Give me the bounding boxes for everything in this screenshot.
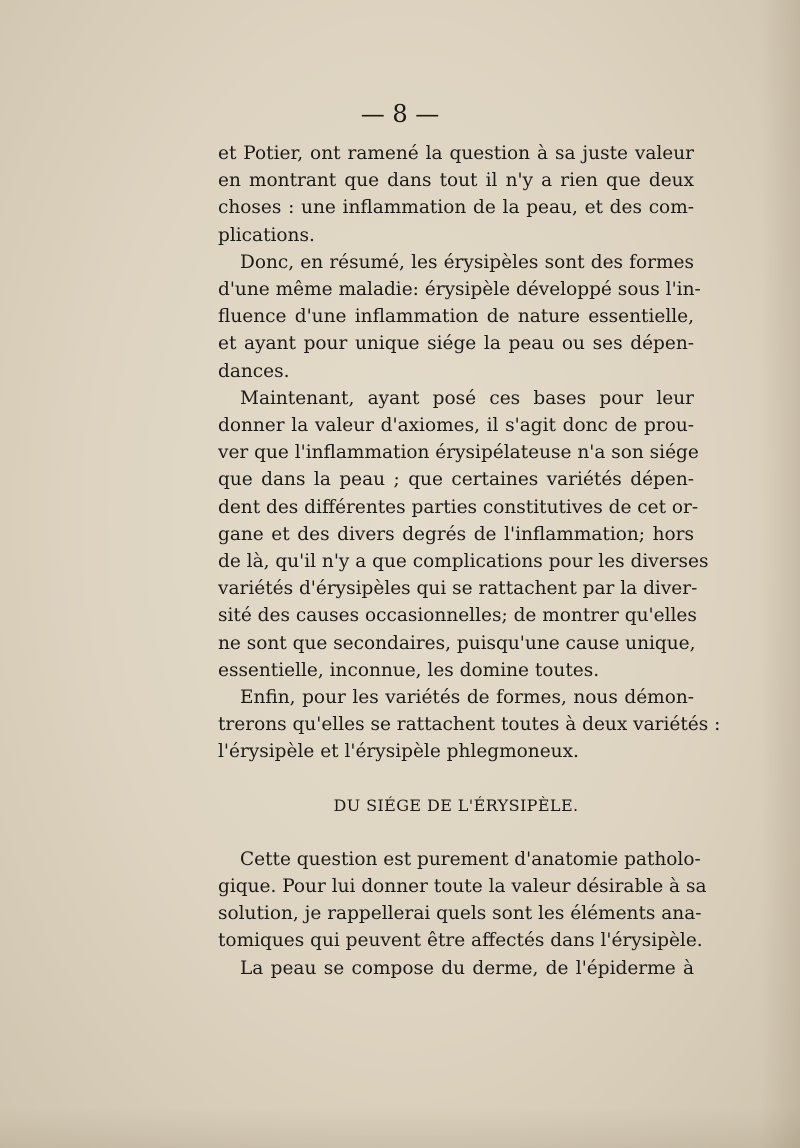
text-line: plications. bbox=[218, 224, 315, 246]
text-line: donner la valeur d'axiomes, il s'agit donc de prou- bbox=[218, 415, 694, 437]
paragraph-2 bbox=[218, 249, 701, 385]
text-line: dances. bbox=[218, 360, 290, 382]
text-line: Enfin, pour les variétés de formes, nous démon- bbox=[240, 687, 694, 709]
text-line: tomiques qui peuvent être affectés dans l'érysipèle. bbox=[218, 930, 703, 952]
text-line: variétés d'érysipèles qui se rattachent par la diver- bbox=[218, 578, 698, 600]
section-heading: DU SIÉGE DE L'ÉRYSIPÈLE. bbox=[333, 795, 579, 815]
page-number: — 8 — bbox=[360, 100, 440, 128]
body-text bbox=[218, 140, 721, 982]
text-line: trerons qu'elles se rattachent toutes à deux variétés : bbox=[218, 714, 721, 736]
text-line: l'érysipèle et l'érysipèle phlegmoneux. bbox=[218, 741, 579, 763]
paragraph-4 bbox=[218, 684, 721, 766]
text-line: d'une même maladie: érysipèle développé sous l'in- bbox=[218, 279, 701, 301]
text-line: que dans la peau ; que certaines variétés dépen- bbox=[218, 469, 694, 491]
paragraph-6 bbox=[218, 955, 694, 982]
text-line: gique. Pour lui donner toute la valeur désirable à sa bbox=[218, 876, 707, 898]
text-line: dent des différentes parties constitutives de cet or- bbox=[218, 496, 699, 518]
text-line: Donc, en résumé, les érysipèles sont des formes bbox=[240, 251, 694, 273]
text-line: et ayant pour unique siége la peau ou ses dépen- bbox=[218, 333, 694, 355]
text-line: sité des causes occasionnelles; de montrer qu'elles bbox=[218, 605, 697, 627]
text-line: choses : une inflammation de la peau, et des com- bbox=[218, 197, 694, 219]
text-line: solution, je rappellerai quels sont les éléments ana- bbox=[218, 903, 702, 925]
text-line: La peau se compose du derme, de l'épiderme à bbox=[240, 957, 694, 979]
text-line: et Potier, ont ramené la question à sa juste valeur bbox=[218, 143, 694, 164]
text-line: ver que l'inflammation érysipélateuse n'a son siége bbox=[218, 442, 699, 464]
text-line: fluence d'une inflammation de nature essentielle, bbox=[218, 306, 694, 328]
text-line: gane et des divers degrés de l'inflammation; hors bbox=[218, 523, 694, 545]
text-line: Cette question est purement d'anatomie patholo- bbox=[240, 848, 701, 870]
text-line: en montrant que dans tout il n'y a rien que deux bbox=[218, 170, 694, 192]
text-line: de là, qu'il n'y a que complications pour les diverses bbox=[218, 551, 709, 573]
text-line: essentielle, inconnue, les domine toutes. bbox=[218, 659, 600, 681]
paragraph-1 bbox=[218, 140, 694, 249]
paragraph-3 bbox=[218, 385, 709, 684]
text-line: ne sont que secondaires, puisqu'une cause unique, bbox=[218, 632, 696, 654]
paragraph-5 bbox=[218, 846, 707, 955]
text-line: Maintenant, ayant posé ces bases pour leur bbox=[240, 387, 694, 409]
